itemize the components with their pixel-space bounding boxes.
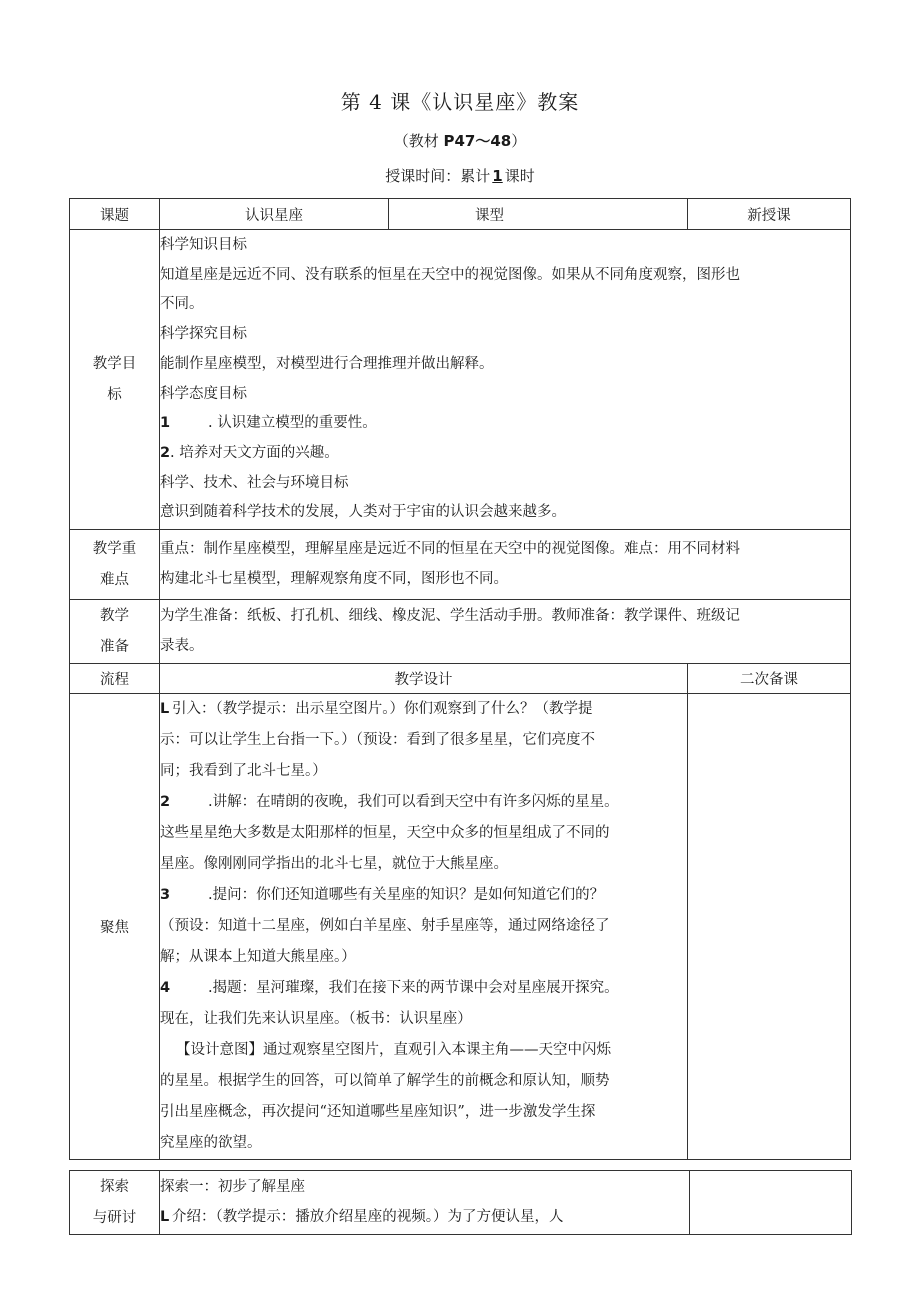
explore-row bbox=[70, 1171, 852, 1235]
second-prep-header: 二次备课 bbox=[688, 664, 851, 694]
design-header-row bbox=[70, 664, 851, 694]
design-intent: 【设计意图】通过观察星空图片，直观引入本课主角——天空中闪烁 bbox=[176, 1042, 611, 1059]
textbook-pages bbox=[0, 130, 920, 151]
time-value: 1 bbox=[492, 167, 503, 185]
goal-line: 科学、技术、社会与环境目标 bbox=[160, 474, 349, 491]
topic-row bbox=[70, 199, 851, 230]
lesson-time bbox=[0, 165, 920, 186]
focus-line: 这些星星绝大多数是太阳那样的恒星，天空中众多的恒星组成了不同的 bbox=[160, 825, 610, 842]
goal-item-text: . 培养对天文方面的兴趣。 bbox=[170, 444, 339, 461]
goal-line: 不同。 bbox=[160, 296, 204, 313]
time-suffix: 课时 bbox=[504, 167, 535, 185]
goal-line: 意识到随着科学技术的发展，人类对于宇宙的认识会越来越多。 bbox=[160, 504, 566, 521]
step-number: L bbox=[160, 701, 170, 718]
goal-item-2 bbox=[160, 439, 850, 469]
focus-line: 示：可以让学生上台指一下。）（预设：看到了很多星星，它们亮度不 bbox=[160, 732, 595, 749]
focus-line: （预设：知道十二星座，例如白羊星座、射手星座等，通过网络途径了 bbox=[160, 918, 610, 935]
explore-line: 探索一：初步了解星座 bbox=[160, 1178, 305, 1195]
focus-line: 星座。像刚刚同学指出的北斗七星，就位于大熊星座。 bbox=[160, 856, 508, 873]
goal-line: 科学知识目标 bbox=[160, 236, 247, 253]
subtitle-pages: P47～48 bbox=[443, 132, 512, 150]
prep-label-line-2: 准备 bbox=[100, 638, 129, 655]
focus-step-2 bbox=[160, 787, 687, 818]
keypoints-label-line-1: 教学重 bbox=[92, 540, 137, 557]
keypoints-label bbox=[70, 530, 160, 600]
goal-line: 知道星座是远近不同、没有联系的恒星在天空中的视觉图像。如果从不同角度观察，图形也 bbox=[160, 266, 740, 283]
subtitle-suffix: ） bbox=[511, 132, 527, 150]
type-label: 课型 bbox=[389, 199, 688, 230]
step-text: 介绍：（教学提示：播放介绍星座的视频。）为了方便认星，人 bbox=[172, 1208, 564, 1225]
subtitle-prefix: （教材 bbox=[393, 132, 444, 150]
goal-item-1 bbox=[160, 409, 850, 439]
keypoints-line: 构建北斗七星模型，理解观察角度不同，图形也不同。 bbox=[160, 570, 508, 587]
step-text: .提问：你们还知道哪些有关星座的知识？是如何知道它们的？ bbox=[208, 887, 605, 904]
focus-label: 聚焦 bbox=[70, 694, 160, 1160]
focus-line: 现在，让我们先来认识星座。（板书：认识星座） bbox=[160, 1011, 472, 1028]
goals-label-line-2: 标 bbox=[107, 386, 122, 403]
explore-label bbox=[70, 1171, 160, 1235]
goals-label bbox=[70, 230, 160, 530]
keypoints-row bbox=[70, 530, 851, 600]
keypoints-content bbox=[160, 530, 851, 600]
focus-line: 究星座的欲望。 bbox=[160, 1135, 262, 1152]
step-number: 4 bbox=[160, 980, 171, 997]
goal-item-text: . 认识建立模型的重要性。 bbox=[208, 415, 377, 432]
topic-value: 认识星座 bbox=[160, 199, 389, 230]
goals-label-line-1: 教学目 bbox=[92, 355, 137, 372]
keypoints-line: 重点：制作星座模型，理解星座是远近不同的恒星在天空中的视觉图像。难点：用不同材料 bbox=[160, 540, 740, 557]
explore-second-prep bbox=[690, 1171, 852, 1235]
focus-line: 引出星座概念，再次提问“还知道哪些星座知识”，进一步激发学生探 bbox=[160, 1104, 596, 1121]
focus-step-4 bbox=[160, 973, 687, 1004]
prep-label bbox=[70, 600, 160, 664]
page-title: 第 4 课《认识星座》教案 bbox=[340, 90, 580, 114]
prep-line: 录表。 bbox=[160, 637, 204, 654]
goals-row bbox=[70, 230, 851, 530]
focus-content bbox=[160, 694, 688, 1160]
goals-content bbox=[160, 230, 851, 530]
type-value: 新授课 bbox=[688, 199, 851, 230]
step-number: 2 bbox=[160, 794, 171, 811]
keypoints-label-line-2: 难点 bbox=[100, 571, 129, 588]
prep-line: 为学生准备：纸板、打孔机、细线、橡皮泥、学生活动手册。教师准备：教学课件、班级记 bbox=[160, 608, 740, 624]
explore-table bbox=[69, 1170, 852, 1235]
focus-line: 同；我看到了北斗七星。） bbox=[160, 763, 327, 780]
prep-label-line-1: 教学 bbox=[100, 607, 129, 624]
step-number: L bbox=[160, 1208, 170, 1225]
explore-line bbox=[160, 1203, 689, 1233]
prep-row bbox=[70, 600, 851, 664]
focus-line: 的星星。根据学生的回答，可以简单了解学生的前概念和原认知，顺势 bbox=[160, 1073, 610, 1090]
focus-second-prep bbox=[688, 694, 851, 1160]
explore-label-line-2: 与研讨 bbox=[92, 1209, 137, 1226]
step-text: 引入：（教学提示：出示星空图片。）你们观察到了什么？（教学提 bbox=[172, 701, 593, 718]
goal-item-number: 2 bbox=[160, 444, 171, 461]
focus-step-3 bbox=[160, 880, 687, 911]
goal-item-number: 1 bbox=[160, 415, 171, 432]
goal-line: 科学探究目标 bbox=[160, 326, 247, 343]
goal-line: 能制作星座模型，对模型进行合理推理并做出解释。 bbox=[160, 355, 494, 372]
process-header: 流程 bbox=[70, 664, 160, 694]
step-text: .讲解：在晴朗的夜晚，我们可以看到天空中有许多闪烁的星星。 bbox=[208, 794, 619, 811]
focus-step-1 bbox=[160, 694, 687, 725]
lesson-plan-table bbox=[69, 198, 851, 1160]
explore-content bbox=[160, 1171, 690, 1235]
focus-line: 解；从课本上知道大熊星座。） bbox=[160, 949, 356, 966]
focus-row bbox=[70, 694, 851, 1160]
step-text: .揭题：星河璀璨，我们在接下来的两节课中会对星座展开探究。 bbox=[208, 980, 619, 997]
time-prefix: 授课时间：累计 bbox=[385, 167, 491, 185]
goal-line: 科学态度目标 bbox=[160, 385, 247, 402]
prep-content bbox=[160, 600, 851, 664]
design-header: 教学设计 bbox=[160, 664, 688, 694]
step-number: 3 bbox=[160, 887, 171, 904]
explore-label-line-1: 探索 bbox=[100, 1178, 129, 1195]
topic-label: 课题 bbox=[70, 199, 160, 230]
